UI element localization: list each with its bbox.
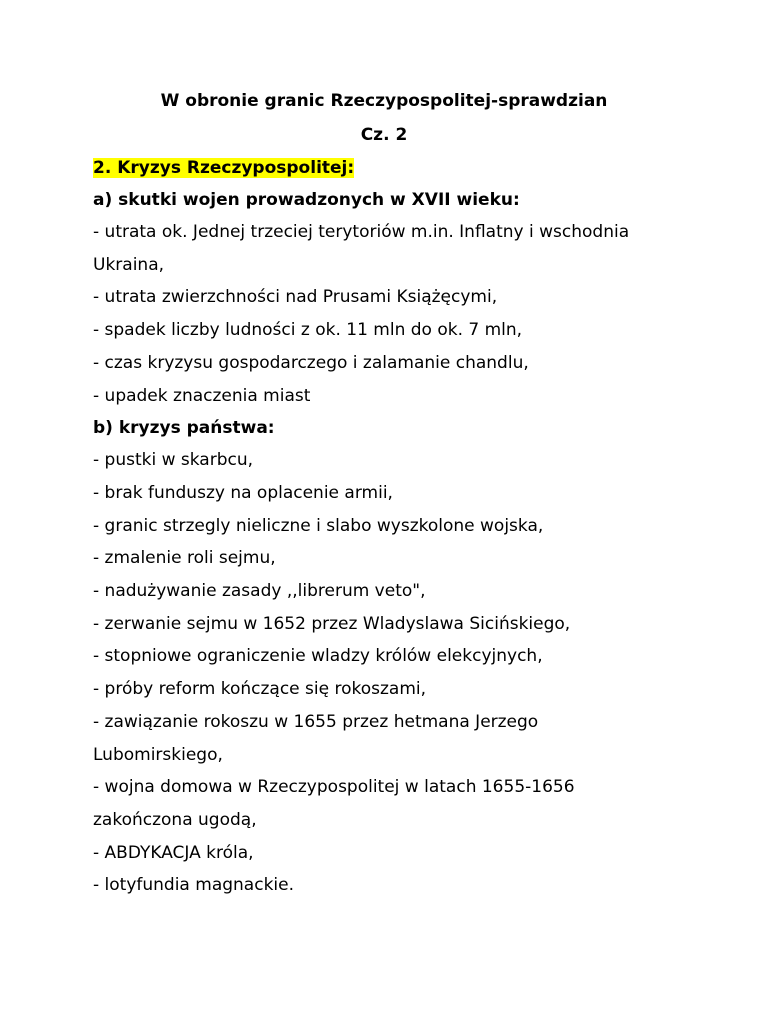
list-item: - lotyfundia magnackie.: [93, 875, 294, 896]
list-item: - zerwanie sejmu w 1652 przez Wladyslawa Sicińskiego,: [93, 613, 571, 634]
list-item: - wojna domowa w Rzeczypospolitej w latach 1655-1656: [93, 777, 575, 798]
list-item: - spadek liczby ludności z ok. 11 mln do ok. 7 mln,: [93, 320, 523, 341]
list-item: - utrata zwierzchności nad Prusami Książęcymi,: [93, 287, 498, 308]
list-item: - granic strzegly nieliczne i slabo wyszkolone wojska,: [93, 515, 544, 536]
section-heading: [93, 152, 708, 184]
list-item: - próby reform kończące się rokoszami,: [93, 679, 427, 700]
part-b-heading: b) kryzys państwa:: [93, 418, 275, 439]
part-a-list: [93, 216, 708, 412]
document-subtitle: Cz. 2: [360, 125, 408, 145]
list-item: zakończona ugodą,: [93, 809, 257, 830]
list-item: Lubomirskiego,: [93, 744, 223, 765]
list-item: - upadek znaczenia miast: [93, 385, 311, 406]
list-item: - czas kryzysu gospodarczego i zalamanie chandlu,: [93, 352, 529, 373]
list-item: - stopniowe ograniczenie wladzy królów elekcyjnych,: [93, 646, 543, 667]
list-item: - pustki w skarbcu,: [93, 450, 254, 471]
part-b-list: [93, 444, 708, 902]
list-item: Ukraina,: [93, 254, 165, 275]
document-title: W obronie granic Rzeczypospolitej-sprawdzian: [160, 91, 608, 111]
part-a-heading: a) skutki wojen prowadzonych w XVII wieku:: [93, 190, 520, 210]
list-item: - zmalenie roli sejmu,: [93, 548, 276, 569]
list-item: - ABDYKACJA króla,: [93, 842, 254, 863]
list-item: - nadużywanie zasady ,,librerum veto",: [93, 581, 426, 602]
list-item: - zawiązanie rokoszu w 1655 przez hetmana Jerzego: [93, 711, 539, 732]
section-heading-highlight: 2. Kryzys Rzeczypospolitej:: [93, 158, 355, 178]
list-item: - utrata ok. Jednej trzeciej terytoriów m.in. Inflatny i wschodnia: [93, 222, 630, 242]
list-item: - brak funduszy na oplacenie armii,: [93, 482, 393, 503]
